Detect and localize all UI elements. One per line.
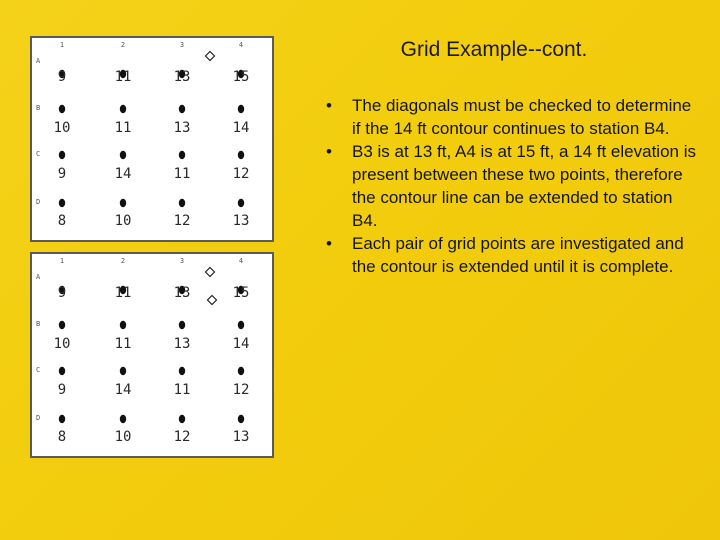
elevation-value: 13 (173, 285, 191, 301)
elevation-value: 12 (232, 382, 250, 398)
grid-point (238, 415, 244, 423)
diamond-icon (208, 296, 217, 305)
elevation-value: 11 (114, 120, 132, 136)
grid-point (59, 367, 65, 375)
elevation-value: 13 (173, 336, 191, 352)
elevation-value: 13 (232, 429, 250, 445)
row-label: C (36, 366, 41, 374)
row-label: C (36, 150, 41, 158)
elevation-value: 10 (114, 429, 132, 445)
grid-point (120, 367, 126, 375)
grid-point (59, 151, 65, 159)
grid-point (179, 199, 185, 207)
grid-point (120, 415, 126, 423)
elevation-value: 13 (173, 120, 191, 136)
elevation-value: 12 (173, 213, 191, 229)
elevation-value: 11 (173, 166, 191, 182)
grid-point (59, 105, 65, 113)
grid-point (179, 367, 185, 375)
elevation-value: 10 (53, 120, 71, 136)
diamond-icon (206, 52, 215, 61)
elevation-value: 9 (57, 382, 67, 398)
bullet-icon: • (326, 142, 332, 161)
elevation-value: 12 (232, 166, 250, 182)
grid-figure-bottom (30, 252, 274, 458)
elevation-value: 8 (57, 429, 67, 445)
row-label: B (36, 320, 41, 328)
column-label: 2 (120, 41, 126, 49)
grid-point (238, 105, 244, 113)
column-label: 2 (120, 257, 126, 265)
row-label: A (36, 273, 41, 281)
elevation-value: 15 (232, 69, 250, 85)
bullet-icon: • (326, 96, 332, 115)
grid-drawing (32, 254, 272, 456)
grid-point (59, 199, 65, 207)
bullet-icon: • (326, 234, 332, 253)
grid-point (238, 151, 244, 159)
elevation-value: 11 (114, 336, 132, 352)
row-label: A (36, 57, 41, 65)
elevation-value: 13 (232, 213, 250, 229)
elevation-value: 11 (114, 69, 132, 85)
grid-point (238, 367, 244, 375)
slide-title: Grid Example--cont. (400, 38, 588, 61)
elevation-value: 13 (173, 69, 191, 85)
elevation-value: 11 (173, 382, 191, 398)
bullet-text: B3 is at 13 ft, A4 is at 15 ft, a 14 ft elevation is present between these two points, therefore the contour line can be extended to station B4. (352, 142, 696, 230)
elevation-value: 8 (57, 213, 67, 229)
elevation-value: 10 (114, 213, 132, 229)
bullet-text: The diagonals must be checked to determine if the 14 ft contour continues to station B4. (352, 96, 692, 138)
row-label: B (36, 104, 41, 112)
row-label: D (36, 414, 41, 422)
elevation-value: 15 (232, 285, 250, 301)
grid-point (120, 105, 126, 113)
bullet-item (320, 94, 700, 140)
elevation-value: 9 (57, 69, 67, 85)
bullet-list (320, 94, 700, 278)
elevation-value: 14 (232, 120, 250, 136)
elevation-value: 14 (114, 166, 132, 182)
diamond-icon (206, 268, 215, 277)
elevation-value: 11 (114, 285, 132, 301)
grid-point (120, 151, 126, 159)
elevation-value: 14 (114, 382, 132, 398)
grid-point (179, 415, 185, 423)
grid-point (179, 321, 185, 329)
grid-point (238, 199, 244, 207)
grid-point (120, 321, 126, 329)
column-label: 1 (59, 41, 65, 49)
grid-drawing (32, 38, 272, 240)
column-label: 1 (59, 257, 65, 265)
elevation-value: 9 (57, 285, 67, 301)
grid-point (179, 105, 185, 113)
elevation-value: 10 (53, 336, 71, 352)
column-label: 4 (238, 257, 244, 265)
elevation-value: 14 (232, 336, 250, 352)
grid-point (59, 415, 65, 423)
column-label: 3 (179, 257, 185, 265)
grid-point (179, 151, 185, 159)
bullet-item (320, 140, 700, 232)
grid-point (238, 321, 244, 329)
column-label: 4 (238, 41, 244, 49)
row-label: D (36, 198, 41, 206)
grid-point (59, 321, 65, 329)
bullet-item (320, 232, 700, 278)
grid-point (120, 199, 126, 207)
elevation-value: 12 (173, 429, 191, 445)
elevation-value: 9 (57, 166, 67, 182)
grid-figure-top (30, 36, 274, 242)
column-label: 3 (179, 41, 185, 49)
bullet-text: Each pair of grid points are investigated and the contour is extended until it is complete. (352, 234, 684, 276)
